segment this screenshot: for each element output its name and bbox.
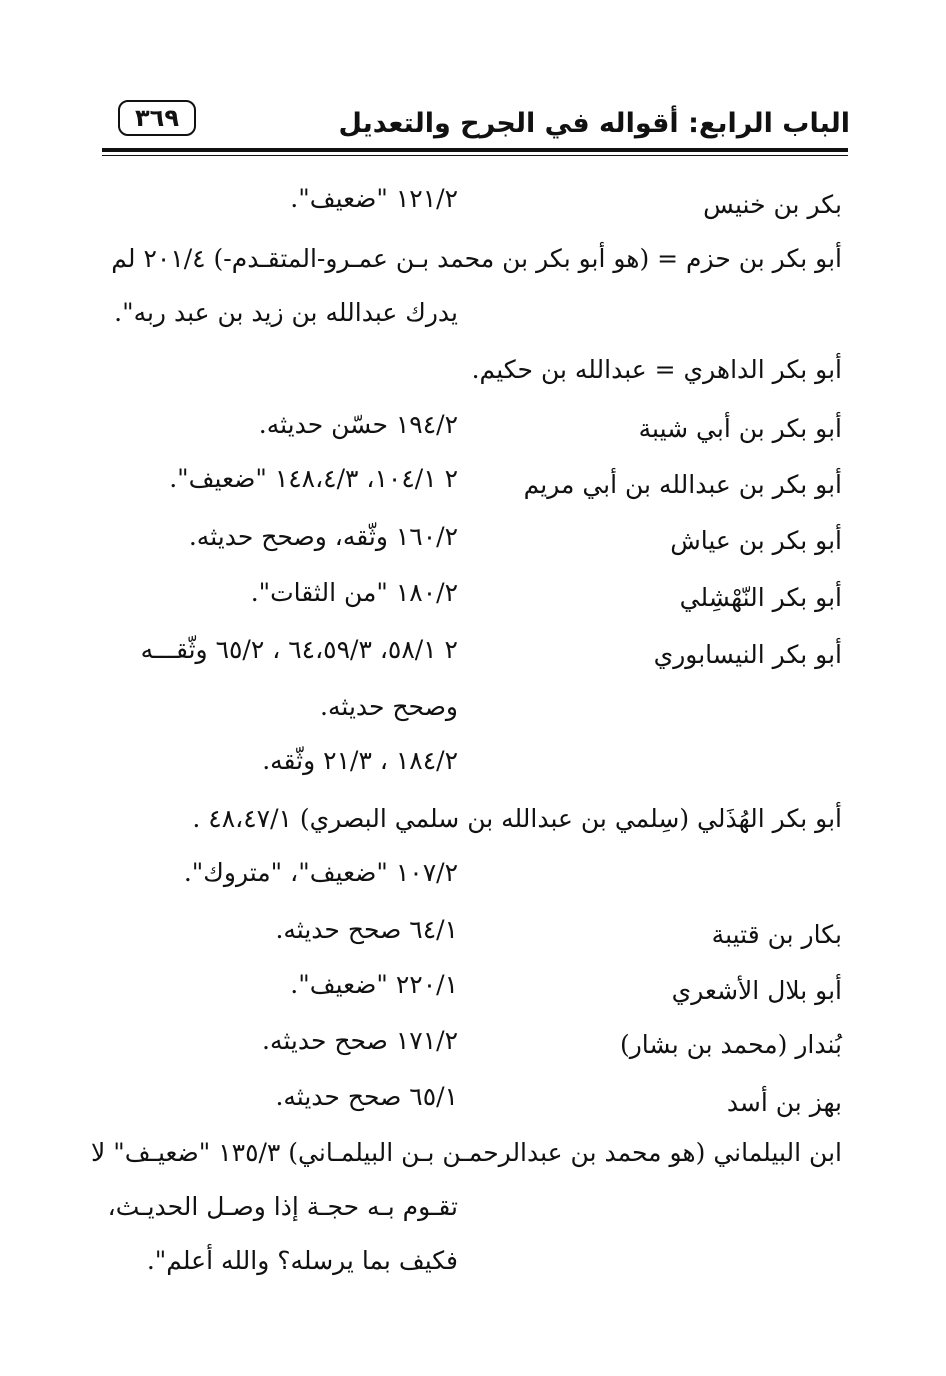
entry-ref: وصحح حديثه. <box>320 692 458 721</box>
entry-ref: ١٢١/٢ "ضعيف". <box>290 184 458 213</box>
entry-name: بكار بن قتيبة <box>711 920 842 949</box>
entry-name: بكر بن خنيس <box>703 190 842 219</box>
entry-name: أبو بكر النّهْشِلي <box>679 583 842 612</box>
entry-full: أبو بكر الهُذَلي (سِلمي بن عبدالله بن سلمي البصري) ٤٨،٤٧/١ . <box>192 804 842 833</box>
entry-name: بُندار (محمد بن بشار) <box>619 1030 842 1059</box>
entry-name: أبو بكر النيسابوري <box>653 640 842 669</box>
header-rule-thin <box>102 155 848 156</box>
chapter-title: الباب الرابع: أقواله في الجرح والتعديل <box>338 108 850 139</box>
entry-name: أبو بكر بن عبدالله بن أبي مريم <box>523 470 842 499</box>
entry-ref: ٢٢٠/١ "ضعيف". <box>290 970 458 999</box>
entry-ref: ٦٥/١ صحح حديثه. <box>275 1082 458 1111</box>
entry-ref: ١٧١/٢ صحح حديثه. <box>262 1026 458 1055</box>
entry-ref: فكيف بما يرسله؟ والله أعلم". <box>146 1246 458 1275</box>
entry-ref: يدرك عبدالله بن زيد بن عبد ربه". <box>114 298 458 327</box>
entry-full: أبو بكر بن حزم = (هو أبو بكر بن محمد بـن عمـرو-المتقـدم-) ٢٠١/٤ لم <box>111 244 842 273</box>
page-header <box>100 98 850 148</box>
header-rule <box>102 148 848 152</box>
entry-ref: ١٠٧/٢ "ضعيف"، "متروك". <box>183 858 458 887</box>
entry-ref: ١٩٤/٢ حسّن حديثه. <box>258 410 458 439</box>
entry-ref: ٦٤/١ صحح حديثه. <box>275 915 458 944</box>
entry-ref: ١٨٠/٢ "من الثقات". <box>250 578 458 607</box>
entry-name: بهز بن أسد <box>726 1088 842 1117</box>
entry-ref: ١٨٤/٢ ، ٢١/٣ وثّقه. <box>262 746 458 775</box>
entry-full: ابن البيلماني (هو محمد بن عبدالرحمـن بـن البيلمـاني) ١٣٥/٣ "ضعيـف" لا <box>91 1138 842 1167</box>
entry-ref: ٥٨/١ ٢، ٦٤،٥٩/٣ ، ٦٥/٢ وثّقـــه <box>140 635 458 664</box>
entry-full: أبو بكر الداهري = عبدالله بن حكيم. <box>471 355 842 384</box>
entry-ref: ١٦٠/٢ وثّقه، وصحح حديثه. <box>188 522 458 551</box>
entry-name: أبو بكر بن عياش <box>670 526 842 555</box>
entry-ref: تقـوم بـه حجـة إذا وصـل الحديـث، <box>107 1192 458 1221</box>
entry-name: أبو بكر بن أبي شيبة <box>638 414 842 443</box>
entry-ref: ١٠٤/١ ٢، ١٤٨،٤/٣ "ضعيف". <box>169 464 458 493</box>
entry-name: أبو بلال الأشعري <box>671 976 842 1005</box>
page-number: ٣٦٩ <box>118 100 196 136</box>
